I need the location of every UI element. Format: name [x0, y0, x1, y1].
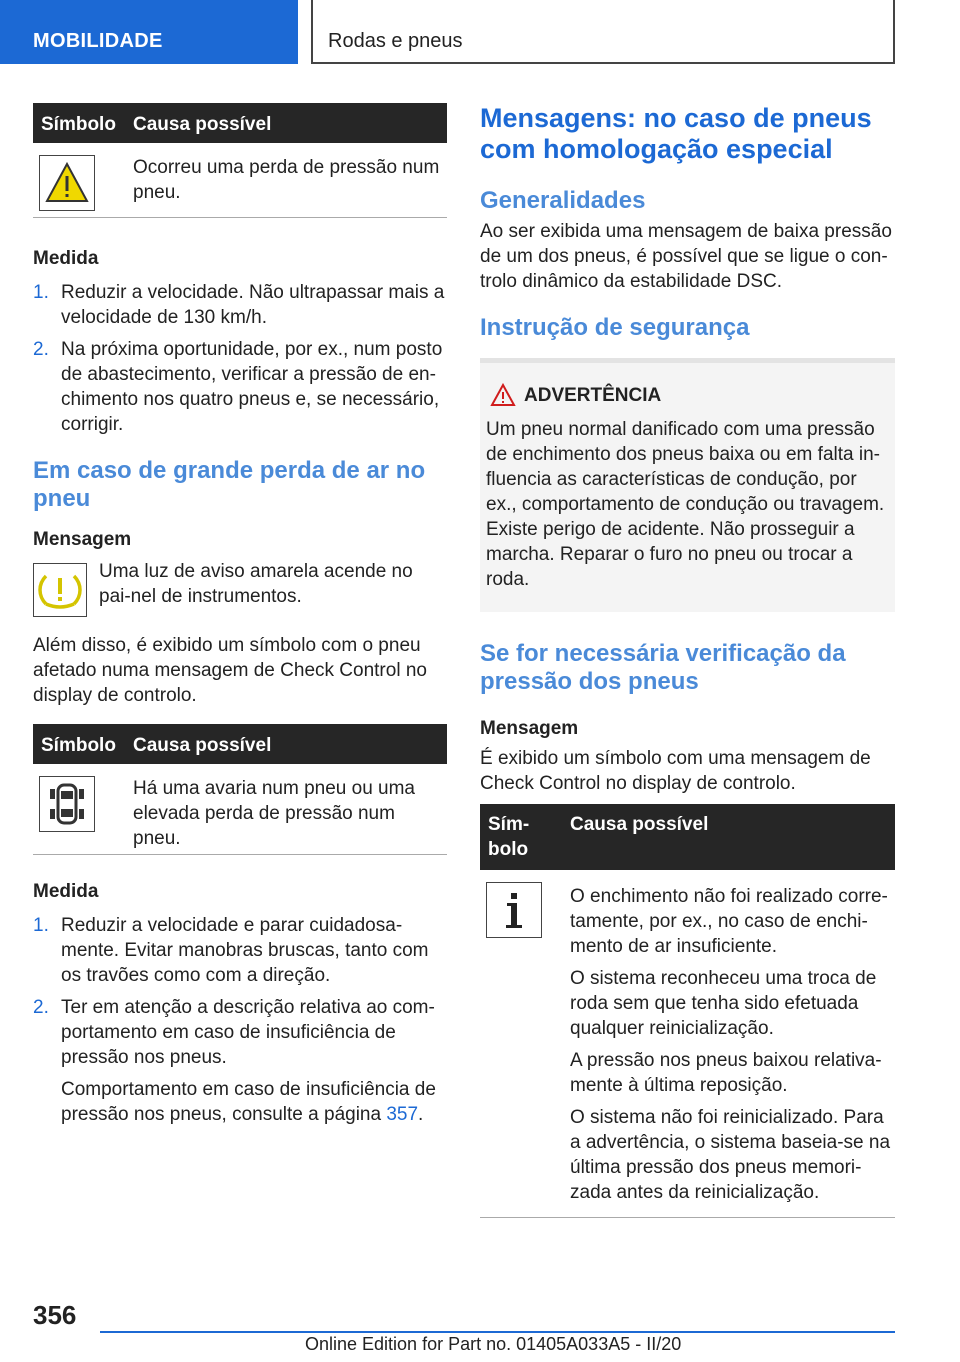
note-suffix: .	[418, 1104, 424, 1125]
table-header	[33, 724, 447, 764]
section-heading: Mensagens: no caso de pneus com homologação especial	[480, 103, 872, 164]
chapter-label: Rodas e pneus	[328, 30, 463, 52]
warning-text: Um pneu normal danificado com uma pressão de enchimento dos pneus baixa ou em falta in-fluencia as características de condução, por ex., comportamento de condução ou travagem. Existe perigo de acidente. Não prosseguir a marcha. Reparar o furo no pneu ou trocar a roda.	[486, 419, 885, 590]
list-text: Na próxima oportunidade, por ex., num posto de abastecimento, verificar a pressão de en-chimento nos quatro pneus e, se necessário, corrigir.	[61, 339, 443, 435]
list-number: 1.	[33, 915, 49, 936]
table-header	[33, 103, 447, 143]
footer-divider	[100, 1331, 895, 1333]
measures-title: Medida	[33, 248, 99, 269]
measures-2	[33, 881, 447, 1127]
cause-paragraph: A pressão nos pneus baixou relativa-mente à última reposição.	[570, 1050, 882, 1096]
table-header	[480, 804, 895, 870]
cause-paragraph: O enchimento não foi realizado corre-tamente, por ex., no caso de enchi-mento de ar insuficiente.	[570, 886, 888, 957]
cause-paragraph: O sistema reconheceu uma troca de roda sem que tenha sido efetuada qualquer reinicialização.	[570, 968, 877, 1039]
column-header-line: bolo	[488, 839, 529, 860]
warning-title-text: ADVERTÊNCIA	[524, 385, 662, 406]
edition-text: Online Edition for Part no. 01405A033A5 - II/20	[305, 1334, 682, 1354]
symbol-table-2	[33, 724, 447, 855]
list-number: 2.	[33, 339, 49, 360]
car-tire-icon	[39, 776, 95, 832]
table-row	[33, 143, 447, 218]
section-label: MOBILIDADE	[33, 30, 163, 52]
warning-triangle-icon	[39, 155, 95, 211]
list-item	[33, 995, 447, 1070]
measures-title: Medida	[33, 881, 99, 902]
cause-text: Ocorreu uma perda de pressão num pneu.	[133, 157, 440, 203]
tire-pressure-warning-icon	[33, 563, 87, 617]
column-header-cause: Causa possível	[133, 735, 272, 756]
column-header-symbol	[488, 812, 529, 862]
paragraph: Além disso, é exibido um símbolo com o pneu afetado numa mensagem de Check Control no display de controlo.	[33, 635, 427, 706]
cross-reference-note	[33, 1077, 447, 1127]
symbol-table-1	[33, 103, 447, 218]
info-icon	[486, 882, 542, 938]
measures-1	[33, 248, 447, 437]
list-item	[33, 280, 447, 330]
column-header-cause: Causa possível	[133, 114, 272, 135]
cause-text: Há uma avaria num pneu ou uma elevada perda de pressão num pneu.	[133, 778, 415, 849]
warning-title	[486, 385, 889, 411]
chapter-tab[interactable]	[311, 0, 895, 64]
list-item	[33, 337, 447, 437]
table-row	[33, 764, 447, 855]
subsection-heading: Generalidades	[480, 187, 646, 214]
section-tab[interactable]	[0, 0, 298, 64]
list-text: Ter em atenção a descrição relativa ao com-portamento em caso de insuficiência de pressão nos pneus.	[61, 997, 435, 1068]
message-title: Mensagem	[480, 718, 579, 739]
page-number: 356	[33, 1300, 77, 1330]
measures-list	[33, 913, 447, 1127]
paragraph: É exibido um símbolo com uma mensagem de Check Control no display de controlo.	[480, 748, 871, 794]
list-item	[33, 913, 447, 988]
column-header-line: Sím-	[488, 814, 530, 835]
page-header	[0, 0, 960, 66]
message-text: Uma luz de aviso amarela acende no pai-nel de instrumentos.	[99, 561, 413, 607]
section-heading: Em caso de grande perda de ar no pneu	[33, 457, 426, 512]
cause-list	[570, 870, 895, 1205]
column-header-symbol: Símbolo	[41, 114, 116, 135]
warning-box	[480, 358, 895, 612]
column-header-symbol: Símbolo	[41, 735, 116, 756]
cause-paragraph: O sistema não foi reinicializado. Para a advertência, o sistema baseia-se na última pressão dos pneus memori-zada antes da reinicialização.	[570, 1107, 891, 1203]
paragraph: Ao ser exibida uma mensagem de baixa pressão de um dos pneus, é possível que se ligue o con-trolo dinâmico da estabilidade DSC.	[480, 221, 892, 292]
warning-triangle-icon	[490, 383, 516, 407]
subsection-heading: Instrução de segurança	[480, 314, 750, 341]
measures-list	[33, 280, 447, 437]
list-text: Reduzir a velocidade. Não ultrapassar mais a velocidade de 130 km/h.	[61, 282, 445, 328]
note-text: Comportamento em caso de insuficiência de pressão nos pneus, consulte a página	[61, 1079, 436, 1125]
list-text: Reduzir a velocidade e parar cuidadosa-mente. Evitar manobras bruscas, tanto com os travões como com a direção.	[61, 915, 429, 986]
table-row	[480, 870, 895, 1218]
column-header-cause: Causa possível	[570, 814, 709, 835]
symbol-table-3	[480, 804, 895, 1218]
list-number: 2.	[33, 997, 49, 1018]
message-block	[33, 559, 447, 621]
left-column	[33, 103, 447, 1127]
subsection-heading: Se for necessária verificação da pressão dos pneus	[480, 640, 846, 695]
page-link[interactable]: 357	[386, 1104, 419, 1125]
list-number: 1.	[33, 282, 49, 303]
right-column	[480, 103, 895, 1218]
message-title: Mensagem	[33, 529, 132, 550]
